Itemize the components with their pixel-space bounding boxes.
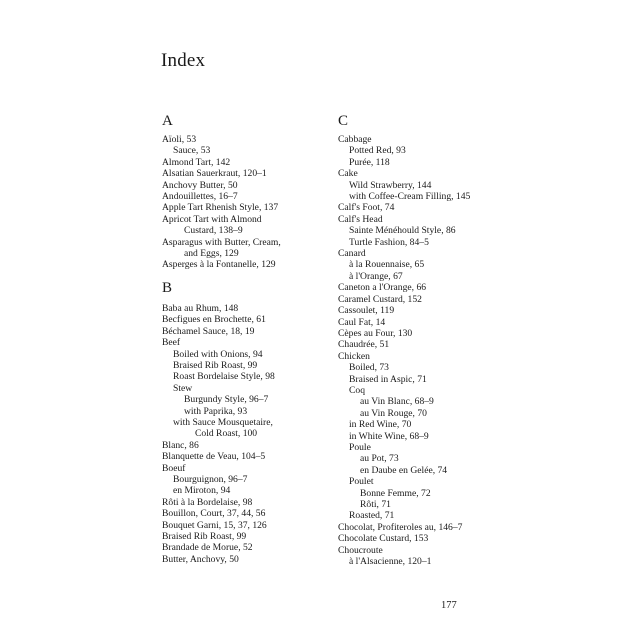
index-entry: with Paprika, 93 [184, 405, 248, 417]
section-letter-c: C [338, 113, 349, 129]
index-entry: Bouillon, Court, 37, 44, 56 [162, 508, 266, 520]
index-entry: Andouillettes, 16–7 [162, 191, 238, 203]
index-entry: Bouquet Garni, 15, 37, 126 [162, 519, 267, 531]
index-entry: Calf's Foot, 74 [338, 202, 395, 214]
index-entry: Almond Tart, 142 [162, 156, 231, 168]
index-entry: Coq [349, 384, 365, 396]
index-entry: Roast Bordelaise Style, 98 [173, 371, 275, 383]
page-number: 177 [441, 600, 457, 611]
index-entry: Apricot Tart with Almond [162, 213, 262, 225]
index-entry: Cake [338, 168, 358, 180]
index-column-right [338, 113, 508, 567]
index-entry: Chicken [338, 350, 370, 362]
index-entry: Chaudrée, 51 [338, 339, 390, 351]
index-entry: Sainte Ménéhould Style, 86 [349, 225, 456, 237]
index-entry: Cold Roast, 100 [195, 428, 258, 440]
index-entry: Alsatian Sauerkraut, 120–1 [162, 168, 267, 180]
index-entry: Braised Rib Roast, 99 [162, 531, 247, 542]
index-entry: in White Wine, 68–9 [349, 430, 429, 442]
index-entry: Bonne Femme, 72 [360, 487, 431, 499]
index-entry: Baba au Rhum, 148 [162, 302, 239, 314]
index-entry: Chocolate Custard, 153 [338, 533, 429, 545]
index-entry: Purée, 118 [349, 156, 390, 168]
index-entry: Cèpes au Four, 130 [338, 327, 413, 339]
index-entry: Asparagus with Butter, Cream, [162, 236, 281, 248]
index-entry: Potted Red, 93 [349, 145, 406, 157]
index-entry: Aïoli, 53 [162, 134, 197, 145]
index-entry: Boiled, 73 [349, 362, 389, 374]
index-entry: Blanc, 86 [162, 439, 199, 451]
index-entry: Stew [173, 382, 193, 394]
index-entry: Canard [338, 248, 366, 260]
index-entry: Custard, 138–9 [184, 225, 243, 237]
index-entry: Becfigues en Brochette, 61 [162, 314, 266, 326]
index-entry: Boeuf [162, 462, 186, 474]
index-column-left [162, 113, 332, 565]
index-entry: Sauce, 53 [173, 145, 211, 157]
index-entry: Cabbage [338, 134, 372, 145]
index-entry: Braised in Aspic, 71 [349, 373, 427, 385]
index-entry: Caneton a l'Orange, 66 [338, 282, 427, 294]
index-entry: Turtle Fashion, 84–5 [349, 236, 429, 248]
index-entry: Roasted, 71 [349, 510, 395, 522]
index-entry: in Red Wine, 70 [349, 419, 412, 431]
index-entry: en Miroton, 94 [173, 485, 231, 497]
section-b-entries [162, 303, 332, 565]
index-entry: Beef [162, 337, 181, 349]
index-entry: Bourguignon, 96–7 [173, 473, 248, 485]
index-entry: Brandade de Morue, 52 [162, 542, 253, 554]
index-entry: Calf's Head [338, 213, 383, 225]
index-entry: Poulet [349, 476, 374, 488]
index-entry: Béchamel Sauce, 18, 19 [162, 325, 255, 337]
section-letter-b: B [162, 279, 173, 296]
index-entry: Wild Strawberry, 144 [349, 179, 432, 191]
section-a-entries [162, 134, 332, 271]
index-entry: Caul Fat, 14 [338, 316, 386, 328]
index-entry: au Vin Blanc, 68–9 [360, 396, 434, 408]
index-entry: Rôti à la Bordelaise, 98 [162, 496, 253, 508]
index-entry: and Eggs, 129 [184, 248, 239, 260]
index-entry: Cassoulet, 119 [338, 305, 395, 317]
index-entry: Anchovy Butter, 50 [162, 179, 238, 191]
index-entry: en Daube en Gelée, 74 [360, 464, 448, 476]
index-entry: Chocolat, Profiteroles au, 146–7 [338, 521, 463, 533]
index-entry: à la Rouennaise, 65 [349, 259, 425, 271]
page-title: Index [161, 50, 206, 71]
index-entry: Choucroute [338, 544, 383, 556]
index-entry: Burgundy Style, 96–7 [184, 394, 269, 406]
index-entry: Boiled with Onions, 94 [173, 348, 263, 360]
index-entry: with Coffee-Cream Filling, 145 [349, 191, 471, 203]
index-entry: Apple Tart Rhenish Style, 137 [162, 202, 279, 214]
index-entry: Rôti, 71 [360, 499, 391, 510]
index-entry: Asperges à la Fontanelle, 129 [162, 259, 276, 271]
index-entry: à l'Alsacienne, 120–1 [349, 556, 432, 568]
index-entry: Caramel Custard, 152 [338, 293, 422, 305]
index-entry: au Vin Rouge, 70 [360, 407, 427, 419]
index-entry: Blanquette de Veau, 104–5 [162, 451, 266, 463]
section-c-entries [338, 134, 508, 567]
section-letter-a: A [162, 113, 173, 129]
index-entry: Poule [349, 441, 371, 453]
index-entry: Butter, Anchovy, 50 [162, 553, 239, 565]
index-entry: with Sauce Mousquetaire, [173, 416, 273, 428]
index-entry: Braised Rib Roast, 99 [173, 359, 258, 371]
index-entry: à l'Orange, 67 [349, 270, 403, 282]
index-entry: au Pot, 73 [360, 453, 399, 465]
